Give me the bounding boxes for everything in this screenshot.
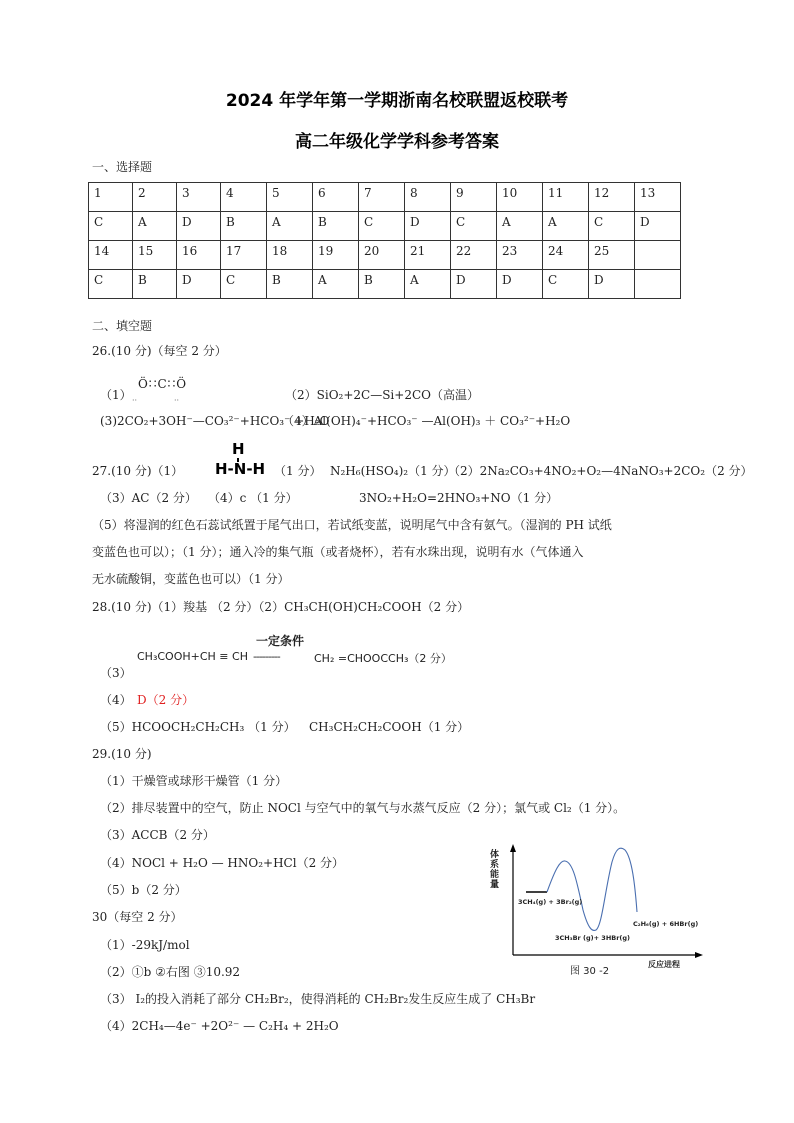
energy-diagram	[485, 840, 705, 980]
table-cell: D	[497, 270, 543, 299]
q26-co2-structure: Ö∷C∷Ö	[138, 377, 188, 391]
table-cell: B	[267, 270, 313, 299]
q27-p4b: 3NO₂+H₂O=2HNO₃+NO（1 分）	[359, 491, 559, 505]
q29-p2: （2）排尽装置中的空气，防止 NOCl 与空气中的氧气与水蒸气反应（2 分）；氯气或 Cl₂（1 分）。	[100, 801, 626, 815]
figure-caption: 图 30 -2	[570, 966, 610, 977]
table-cell: B	[359, 270, 405, 299]
q30-p3: （3） I₂的投入消耗了部分 CH₂Br₂，使得消耗的 CH₂Br₂发生反应生成了 CH₃Br	[100, 992, 536, 1006]
table-cell: 7	[359, 183, 405, 212]
table-cell: D	[405, 212, 451, 241]
q29-p5: （5）b（2 分）	[100, 883, 187, 897]
q27-p2: （2）2Na₂CO₃+4NO₂+O₂—4NaNO₃+2CO₂（2 分）	[448, 464, 753, 478]
table-cell: 9	[451, 183, 497, 212]
table-row	[89, 270, 681, 299]
q27-p1-score: （1 分）	[274, 464, 322, 478]
table-cell: 3	[177, 183, 221, 212]
table-cell: 5	[267, 183, 313, 212]
state-products-label: C₂H₆(g) + 6HBr(g)	[633, 920, 699, 928]
q27-p5-line1: （5）将湿润的红色石蕊试纸置于尾气出口，若试纸变蓝，说明尾气中含有氨气。（湿润的 PH 试纸	[92, 518, 612, 532]
table-cell: 18	[267, 241, 313, 270]
table-cell: 19	[313, 241, 359, 270]
table-cell: A	[267, 212, 313, 241]
table-cell	[635, 241, 681, 270]
q28-p5b: CH₃CH₂CH₂COOH（1 分）	[309, 720, 470, 734]
section-heading-fill: 二、填空题	[92, 319, 153, 333]
q29-title: 29.(10 分)	[92, 747, 152, 761]
y-axis-label-vertical: 体系能量	[490, 850, 500, 890]
q28-p5: （5）HCOOCH₂CH₂CH₃ （1 分）	[100, 720, 296, 734]
table-cell: A	[133, 212, 177, 241]
q26-title: 26.(10 分)（每空 2 分）	[92, 344, 227, 358]
table-cell: 14	[89, 241, 133, 270]
q29-p1: （1）干燥管或球形干燥管（1 分）	[100, 774, 288, 788]
table-cell: D	[177, 270, 221, 299]
q26-p1-label: （1）	[100, 388, 132, 402]
q26-p2: （2）SiO₂+2C—Si+2CO（高温）	[285, 388, 479, 402]
table-cell: 20	[359, 241, 405, 270]
table-row	[89, 183, 681, 212]
table-cell: B	[133, 270, 177, 299]
state-intermediate-label: 3CH₃Br (g)+ 3HBr(g)	[555, 934, 631, 942]
q27-p3: （3）AC（2 分）	[100, 491, 197, 505]
table-cell: 4	[221, 183, 267, 212]
table-cell: A	[497, 212, 543, 241]
nh3-structure-main: H-N-H	[215, 460, 266, 478]
table-cell: 24	[543, 241, 589, 270]
state-reactants-label: 3CH₄(g) + 3Br₂(g)	[518, 898, 583, 906]
table-cell: 23	[497, 241, 543, 270]
x-axis-arrow-icon	[695, 952, 703, 958]
table-cell: D	[635, 212, 681, 241]
y-axis-arrow-icon	[510, 844, 516, 852]
q30-p1: （1）-29kJ/mol	[100, 938, 190, 952]
table-cell: C	[89, 212, 133, 241]
table-cell: 17	[221, 241, 267, 270]
table-row	[89, 212, 681, 241]
table-cell: 11	[543, 183, 589, 212]
table-cell: C	[589, 212, 635, 241]
energy-curve	[547, 848, 637, 930]
table-cell: 16	[177, 241, 221, 270]
table-cell: B	[221, 212, 267, 241]
table-cell: 21	[405, 241, 451, 270]
q29-p3: （3）ACCB（2 分）	[100, 828, 215, 842]
q26-p3: (3)2CO₂+3OH⁻—CO₃²⁻+HCO₃⁻ +H₂O	[100, 414, 330, 428]
table-cell: 8	[405, 183, 451, 212]
answer-table	[88, 182, 681, 299]
table-cell: C	[543, 270, 589, 299]
document-title: 2024 年学年第一学期浙南名校联盟返校联考	[225, 91, 569, 111]
table-cell: C	[221, 270, 267, 299]
table-cell: A	[405, 270, 451, 299]
table-row	[89, 241, 681, 270]
q28-title: 28.(10 分)（1）羧基 （2 分）（2）CH₃CH(OH)CH₂COOH（2 分）	[92, 600, 470, 614]
document-subtitle: 高二年级化学学科参考答案	[295, 132, 499, 152]
q28-arrow: ---------	[253, 650, 280, 663]
q27-p5-line3: 无水硫酸铜，变蓝色也可以）（1 分）	[92, 572, 290, 586]
table-cell: 25	[589, 241, 635, 270]
table-cell: 1	[89, 183, 133, 212]
table-cell: D	[589, 270, 635, 299]
q26-p4: （4）Al(OH)₄⁻+HCO₃⁻ —Al(OH)₃ ＋ CO₃²⁻+H₂O	[282, 414, 571, 428]
table-cell: 13	[635, 183, 681, 212]
q27-p4: （4）c （1 分）	[208, 491, 298, 505]
table-cell: 15	[133, 241, 177, 270]
table-cell: 6	[313, 183, 359, 212]
q30-p2: （2）①b ②右图 ③10.92	[100, 965, 241, 979]
table-cell: D	[177, 212, 221, 241]
table-cell: 10	[497, 183, 543, 212]
x-axis-label: 反应进程	[648, 960, 680, 969]
q26-lone-pairs-left: ··	[132, 396, 138, 405]
q29-p4: （4）NOCl + H₂O — HNO₂+HCl（2 分）	[100, 856, 345, 870]
q27-title: 27.(10 分)（1）	[92, 464, 184, 478]
q30-title: 30（每空 2 分）	[92, 910, 183, 924]
q30-p4: （4）2CH₄—4e⁻ +2O²⁻ — C₂H₄ + 2H₂O	[100, 1019, 339, 1033]
q28-reaction-condition: 一定条件	[256, 634, 305, 648]
q28-reactants: CH₃COOH+CH ≡ CH	[137, 650, 248, 663]
table-cell: C	[89, 270, 133, 299]
table-cell	[635, 270, 681, 299]
q28-p3-label: （3）	[100, 666, 132, 680]
nh3-structure-top: H	[232, 440, 245, 458]
table-cell: A	[543, 212, 589, 241]
table-cell: 2	[133, 183, 177, 212]
table-cell: C	[359, 212, 405, 241]
table-cell: 22	[451, 241, 497, 270]
q26-lone-pairs-right: ··	[174, 396, 180, 405]
q27-p5-line2: 变蓝色也可以）；（1 分）；通入冷的集气瓶（或者烧杯），若有水珠出现，说明有水（气体通入	[92, 545, 584, 559]
q27-p1b: N₂H₆(HSO₄)₂（1 分）	[330, 464, 456, 478]
q28-p4-answer: D（2 分）	[137, 693, 195, 707]
table-cell: C	[451, 212, 497, 241]
table-cell: B	[313, 212, 359, 241]
table-cell: A	[313, 270, 359, 299]
section-heading-choice: 一、选择题	[92, 160, 153, 174]
table-cell: 12	[589, 183, 635, 212]
q28-p4-label: （4）	[100, 693, 132, 707]
table-cell: D	[451, 270, 497, 299]
q28-product: CH₂ =CHOOCCH₃（2 分）	[314, 652, 452, 665]
